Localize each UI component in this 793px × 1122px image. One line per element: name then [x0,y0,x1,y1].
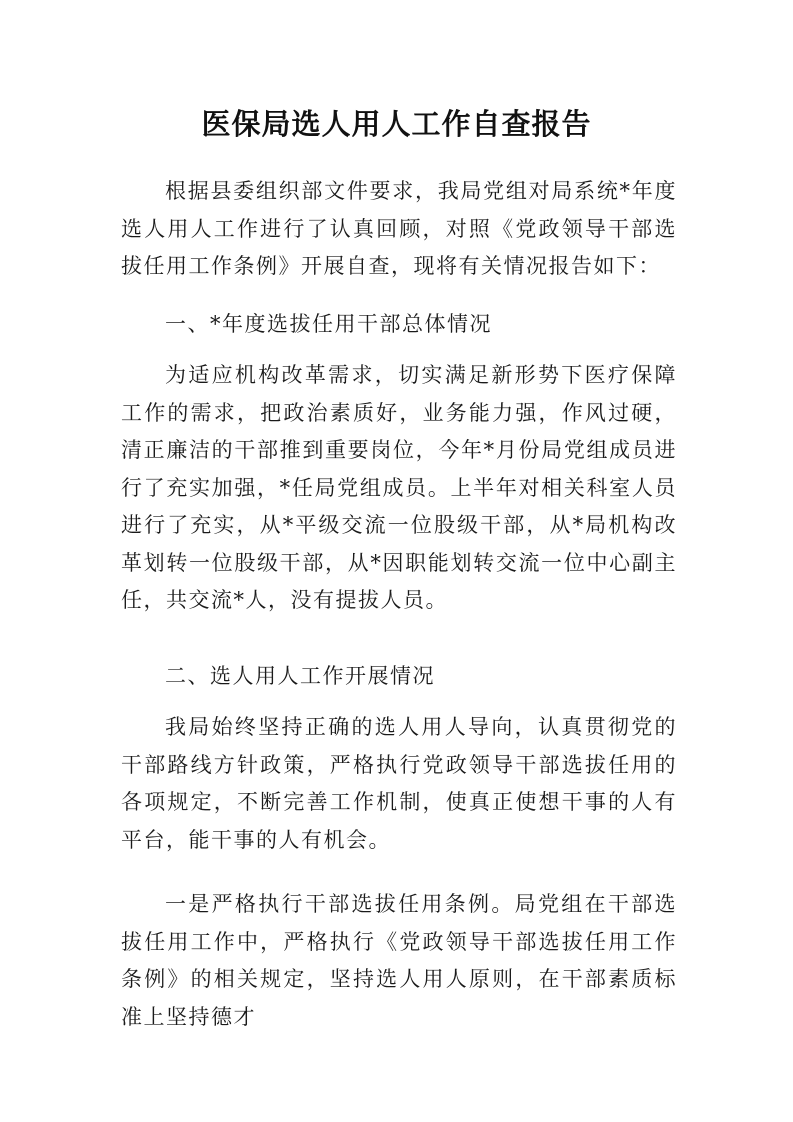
point-1-paragraph: 一是严格执行干部选拔任用条例。局党组在干部选拔任用工作中，严格执行《党政领导干部选拔任用工作条例》的相关规定，坚持选人用人原则，在干部素质标准上坚持德才 [121,892,677,1029]
section-1-heading: 一、*年度选拔任用干部总体情况 [165,312,492,336]
section-1-paragraph: 为适应机构改革需求，切实满足新形势下医疗保障工作的需求，把政治素质好，业务能力强，作风过硬，清正廉洁的干部推到重要岗位，今年*月份局党组成员进行了充实加强，*任局党组成员。上半年对相关科室人员进行了充实，从*平级交流一位股级干部，从*局机构改革划转一位股级干部，从*因职能划转交流一位中心副主任，共交流*人，没有提拔人员。 [121,363,677,612]
document-title: 医保局选人用人工作自查报告 [201,107,592,141]
intro-paragraph: 根据县委组织部文件要求，我局党组对局系统*年度选人用人工作进行了认真回顾，对照《党政领导干部选拔任用工作条例》开展自查，现将有关情况报告如下： [121,179,677,278]
section-2-heading: 二、选人用人工作开展情况 [165,664,435,688]
section-2-paragraph: 我局始终坚持正确的选人用人导向，认真贯彻党的干部路线方针政策，严格执行党政领导干部选拔任用的各项规定，不断完善工作机制，使真正使想干事的人有平台，能干事的人有机会。 [121,715,677,852]
